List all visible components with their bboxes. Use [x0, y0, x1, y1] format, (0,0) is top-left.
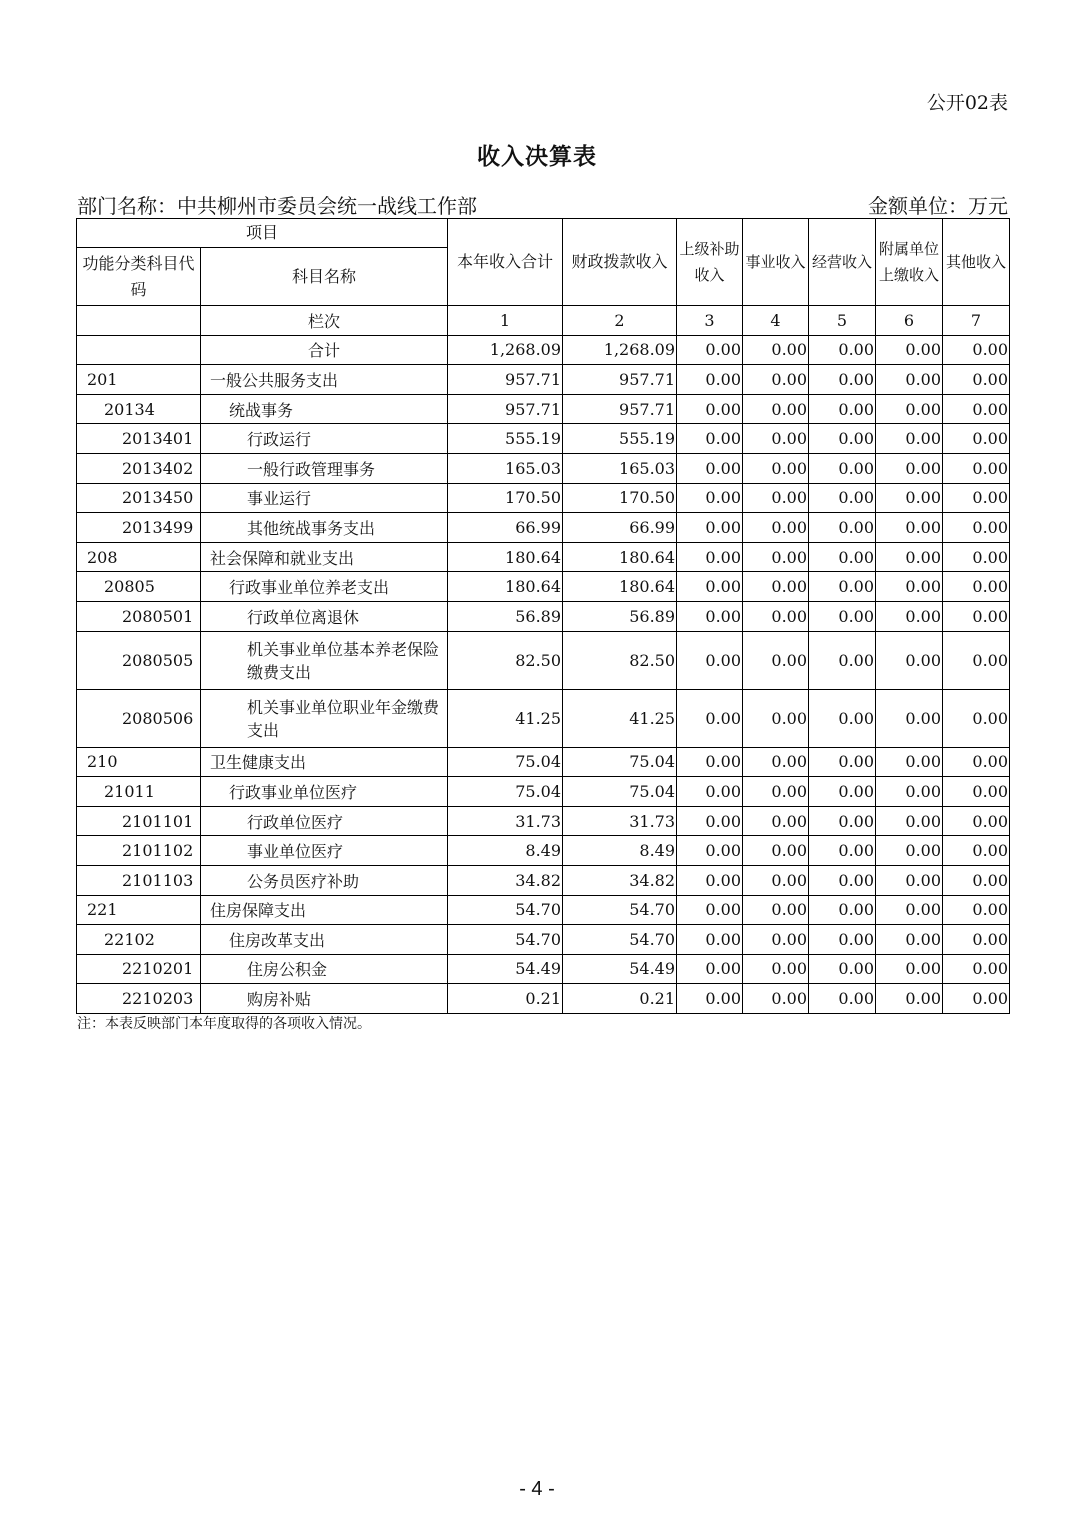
amount-cell: 0.00 [809, 689, 876, 747]
amount-cell: 0.00 [743, 483, 809, 513]
subject-name: 卫生健康支出 [201, 747, 448, 777]
amount-cell: 180.64 [563, 572, 677, 602]
amount-cell: 0.00 [743, 984, 809, 1014]
subject-code: 20805 [77, 572, 201, 602]
amount-cell: 0.00 [809, 631, 876, 689]
subject-code: 20134 [77, 394, 201, 424]
subject-code: 2210201 [77, 954, 201, 984]
amount-cell: 0.00 [943, 572, 1010, 602]
amount-cell: 54.70 [563, 895, 677, 925]
amount-cell: 0.00 [677, 925, 743, 955]
subject-code: 22102 [77, 925, 201, 955]
amount-cell: 0.00 [677, 572, 743, 602]
subject-name: 事业单位医疗 [201, 836, 448, 866]
amount-cell: 0.00 [876, 954, 943, 984]
amount-cell: 0.00 [943, 777, 1010, 807]
amount-cell: 0.00 [677, 365, 743, 395]
subject-code: 221 [77, 895, 201, 925]
table-row [77, 865, 1010, 895]
amount-cell: 0.00 [943, 836, 1010, 866]
amount-cell: 555.19 [563, 424, 677, 454]
table-row [77, 394, 1010, 424]
amount-cell: 0.00 [876, 483, 943, 513]
amount-cell: 0.00 [876, 601, 943, 631]
table-row [77, 483, 1010, 513]
amount-cell: 0.00 [943, 542, 1010, 572]
amount-cell: 54.70 [448, 895, 563, 925]
amount-cell: 0.00 [876, 984, 943, 1014]
amount-cell: 0.00 [876, 865, 943, 895]
page-title: 收入决算表 [477, 143, 597, 170]
subject-code: 208 [77, 542, 201, 572]
header-other: 其他收入 [943, 219, 1010, 306]
amount-cell: 0.00 [809, 513, 876, 543]
subject-name: 行政事业单位医疗 [201, 777, 448, 807]
subject-code: 210 [77, 747, 201, 777]
subject-name: 机关事业单位职业年金缴费支出 [201, 689, 448, 747]
income-table [76, 218, 1010, 1014]
amount-cell: 0.00 [677, 513, 743, 543]
amount-cell: 0.00 [677, 483, 743, 513]
subject-name: 行政事业单位养老支出 [201, 572, 448, 602]
subject-code: 201 [77, 365, 201, 395]
header-operating: 经营收入 [809, 219, 876, 306]
amount-cell: 0.00 [876, 895, 943, 925]
amount-cell: 0.00 [943, 513, 1010, 543]
amount-cell: 0.00 [809, 984, 876, 1014]
subject-code: 2101103 [77, 865, 201, 895]
total-row [77, 335, 1010, 365]
header-item: 项目 [77, 219, 448, 248]
amount-cell: 75.04 [448, 747, 563, 777]
amount-cell: 0.00 [943, 394, 1010, 424]
amount-cell: 0.00 [743, 453, 809, 483]
column-number-label: 栏次 [201, 306, 448, 336]
amount-cell: 75.04 [563, 747, 677, 777]
amount-cell: 75.04 [563, 777, 677, 807]
amount-cell: 0.00 [677, 954, 743, 984]
amount-cell: 0.00 [809, 394, 876, 424]
amount-cell: 957.71 [448, 365, 563, 395]
subject-name: 住房公积金 [201, 954, 448, 984]
subject-code: 2080501 [77, 601, 201, 631]
total-value: 0.00 [943, 335, 1010, 365]
amount-cell: 0.00 [809, 747, 876, 777]
amount-cell: 0.00 [677, 601, 743, 631]
amount-cell: 0.00 [876, 836, 943, 866]
subject-name: 其他统战事务支出 [201, 513, 448, 543]
column-number: 1 [448, 306, 563, 336]
amount-cell: 0.00 [809, 806, 876, 836]
amount-cell: 0.00 [876, 747, 943, 777]
table-row [77, 572, 1010, 602]
amount-cell: 8.49 [563, 836, 677, 866]
subject-code: 2080506 [77, 689, 201, 747]
table-row [77, 513, 1010, 543]
amount-cell: 0.00 [809, 954, 876, 984]
amount-cell: 0.00 [809, 601, 876, 631]
amount-cell: 56.89 [563, 601, 677, 631]
amount-cell: 0.00 [743, 777, 809, 807]
amount-cell: 0.00 [876, 453, 943, 483]
amount-cell: 0.00 [876, 365, 943, 395]
amount-cell: 0.00 [677, 895, 743, 925]
total-value: 1,268.09 [563, 335, 677, 365]
amount-cell: 0.00 [743, 424, 809, 454]
amount-cell: 0.21 [448, 984, 563, 1014]
subject-code: 2080505 [77, 631, 201, 689]
total-value: 0.00 [677, 335, 743, 365]
amount-cell: 56.89 [448, 601, 563, 631]
amount-cell: 82.50 [563, 631, 677, 689]
subject-code: 2013499 [77, 513, 201, 543]
subject-name: 住房保障支出 [201, 895, 448, 925]
subject-name: 住房改革支出 [201, 925, 448, 955]
amount-cell: 0.00 [809, 895, 876, 925]
amount-cell: 0.00 [743, 865, 809, 895]
column-number: 6 [876, 306, 943, 336]
amount-cell: 957.71 [563, 365, 677, 395]
amount-unit: 金额单位：万元 [868, 194, 1008, 218]
amount-cell: 34.82 [448, 865, 563, 895]
table-row [77, 424, 1010, 454]
amount-cell: 0.00 [743, 631, 809, 689]
amount-cell: 0.00 [876, 394, 943, 424]
table-row [77, 631, 1010, 689]
amount-cell: 0.00 [876, 777, 943, 807]
table-row [77, 542, 1010, 572]
amount-cell: 0.00 [943, 984, 1010, 1014]
total-label: 合计 [201, 335, 448, 365]
amount-cell: 0.00 [943, 483, 1010, 513]
amount-cell: 0.00 [943, 453, 1010, 483]
amount-cell: 41.25 [563, 689, 677, 747]
amount-cell: 0.00 [943, 865, 1010, 895]
amount-cell: 0.00 [943, 747, 1010, 777]
amount-cell: 0.00 [943, 631, 1010, 689]
amount-cell: 54.49 [563, 954, 677, 984]
header-superior: 上级补助收入 [677, 219, 743, 306]
subject-code: 2101101 [77, 806, 201, 836]
table-note: 注：本表反映部门本年度取得的各项收入情况。 [77, 1016, 371, 1032]
amount-cell: 0.00 [876, 572, 943, 602]
amount-cell: 66.99 [448, 513, 563, 543]
amount-cell: 0.00 [809, 424, 876, 454]
table-row [77, 453, 1010, 483]
column-number-row [77, 306, 1010, 336]
amount-cell: 0.00 [876, 513, 943, 543]
page-number: - 4 - [519, 1478, 555, 1500]
amount-cell: 0.00 [809, 572, 876, 602]
subject-name: 公务员医疗补助 [201, 865, 448, 895]
amount-cell: 555.19 [448, 424, 563, 454]
column-number: 4 [743, 306, 809, 336]
amount-cell: 0.00 [943, 925, 1010, 955]
amount-cell: 0.00 [743, 394, 809, 424]
subject-code: 2101102 [77, 836, 201, 866]
department-name: 部门名称：中共柳州市委员会统一战线工作部 [77, 194, 477, 218]
amount-cell: 0.00 [743, 747, 809, 777]
header-name: 科目名称 [201, 248, 448, 306]
amount-cell: 0.00 [677, 542, 743, 572]
table-row [77, 895, 1010, 925]
amount-cell: 0.00 [809, 542, 876, 572]
subject-name: 一般行政管理事务 [201, 453, 448, 483]
amount-cell: 170.50 [448, 483, 563, 513]
amount-cell: 170.50 [563, 483, 677, 513]
column-number: 7 [943, 306, 1010, 336]
amount-cell: 0.00 [943, 806, 1010, 836]
amount-cell: 31.73 [563, 806, 677, 836]
header-business: 事业收入 [743, 219, 809, 306]
subject-name: 统战事务 [201, 394, 448, 424]
subject-name: 一般公共服务支出 [201, 365, 448, 395]
amount-cell: 0.00 [943, 689, 1010, 747]
amount-cell: 82.50 [448, 631, 563, 689]
amount-cell: 0.00 [743, 806, 809, 836]
amount-cell: 0.00 [809, 453, 876, 483]
subject-name: 社会保障和就业支出 [201, 542, 448, 572]
amount-cell: 180.64 [563, 542, 677, 572]
table-row [77, 836, 1010, 866]
amount-cell: 180.64 [448, 542, 563, 572]
amount-cell: 8.49 [448, 836, 563, 866]
subject-name: 行政运行 [201, 424, 448, 454]
amount-cell: 0.00 [943, 895, 1010, 925]
amount-cell: 54.70 [448, 925, 563, 955]
subject-name: 事业运行 [201, 483, 448, 513]
subject-name: 机关事业单位基本养老保险缴费支出 [201, 631, 448, 689]
amount-cell: 0.00 [677, 689, 743, 747]
amount-cell: 0.00 [743, 572, 809, 602]
amount-cell: 0.00 [743, 513, 809, 543]
total-value: 1,268.09 [448, 335, 563, 365]
table-row [77, 747, 1010, 777]
amount-cell: 0.00 [743, 836, 809, 866]
subject-name: 行政单位医疗 [201, 806, 448, 836]
amount-cell: 0.00 [943, 424, 1010, 454]
total-value: 0.00 [809, 335, 876, 365]
subject-code: 2013401 [77, 424, 201, 454]
amount-cell: 41.25 [448, 689, 563, 747]
column-number: 5 [809, 306, 876, 336]
amount-cell: 0.00 [677, 806, 743, 836]
amount-cell: 957.71 [448, 394, 563, 424]
amount-cell: 0.00 [743, 954, 809, 984]
amount-cell: 165.03 [563, 453, 677, 483]
amount-cell: 0.00 [809, 836, 876, 866]
table-row [77, 984, 1010, 1014]
amount-cell: 0.00 [743, 542, 809, 572]
amount-cell: 0.00 [743, 365, 809, 395]
amount-cell: 0.00 [809, 925, 876, 955]
table-row [77, 689, 1010, 747]
subject-code: 2210203 [77, 984, 201, 1014]
amount-cell: 0.00 [943, 601, 1010, 631]
subject-name: 购房补贴 [201, 984, 448, 1014]
amount-cell: 34.82 [563, 865, 677, 895]
amount-cell: 31.73 [448, 806, 563, 836]
amount-cell: 0.00 [743, 895, 809, 925]
amount-cell: 0.00 [943, 365, 1010, 395]
table-row [77, 925, 1010, 955]
amount-cell: 0.00 [677, 631, 743, 689]
table-row [77, 601, 1010, 631]
amount-cell: 0.00 [876, 424, 943, 454]
amount-cell: 0.00 [809, 483, 876, 513]
amount-cell: 0.00 [743, 925, 809, 955]
column-number: 2 [563, 306, 677, 336]
amount-cell: 54.49 [448, 954, 563, 984]
header-total: 本年收入合计 [448, 219, 563, 306]
amount-cell: 0.00 [876, 631, 943, 689]
amount-cell: 0.21 [563, 984, 677, 1014]
amount-cell: 0.00 [677, 777, 743, 807]
amount-cell: 957.71 [563, 394, 677, 424]
subject-name: 行政单位离退休 [201, 601, 448, 631]
table-row [77, 365, 1010, 395]
amount-cell: 0.00 [809, 777, 876, 807]
amount-cell: 0.00 [876, 542, 943, 572]
table-row [77, 777, 1010, 807]
table-row [77, 806, 1010, 836]
total-value: 0.00 [876, 335, 943, 365]
amount-cell: 66.99 [563, 513, 677, 543]
amount-cell: 0.00 [943, 954, 1010, 984]
amount-cell: 0.00 [809, 865, 876, 895]
amount-cell: 54.70 [563, 925, 677, 955]
subject-code: 2013402 [77, 453, 201, 483]
amount-cell: 0.00 [677, 394, 743, 424]
amount-cell: 0.00 [677, 865, 743, 895]
subject-code: 21011 [77, 777, 201, 807]
amount-cell: 0.00 [876, 806, 943, 836]
amount-cell: 0.00 [677, 453, 743, 483]
amount-cell: 0.00 [677, 424, 743, 454]
header-affiliated: 附属单位上缴收入 [876, 219, 943, 306]
amount-cell: 0.00 [876, 925, 943, 955]
amount-cell: 0.00 [677, 747, 743, 777]
header-code: 功能分类科目代码 [77, 248, 201, 306]
table-row [77, 954, 1010, 984]
column-number: 3 [677, 306, 743, 336]
amount-cell: 0.00 [677, 984, 743, 1014]
total-value: 0.00 [743, 335, 809, 365]
header-fiscal: 财政拨款收入 [563, 219, 677, 306]
amount-cell: 180.64 [448, 572, 563, 602]
form-number: 公开02表 [926, 92, 1008, 114]
amount-cell: 75.04 [448, 777, 563, 807]
amount-cell: 0.00 [677, 836, 743, 866]
amount-cell: 0.00 [876, 689, 943, 747]
subject-code: 2013450 [77, 483, 201, 513]
amount-cell: 0.00 [809, 365, 876, 395]
amount-cell: 0.00 [743, 601, 809, 631]
amount-cell: 165.03 [448, 453, 563, 483]
amount-cell: 0.00 [743, 689, 809, 747]
